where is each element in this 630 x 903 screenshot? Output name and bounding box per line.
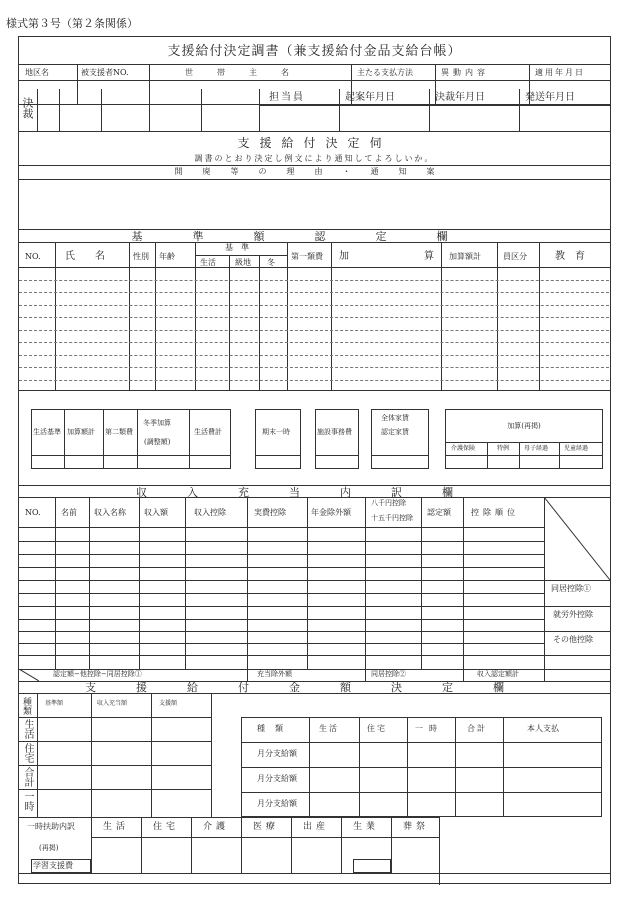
- apply-date-label: 適用年月日: [535, 68, 585, 77]
- inc-col-15sen-koujo: 十五千円控除: [371, 514, 413, 522]
- footer-doukyo-koujo-2: 同居控除②: [371, 670, 406, 678]
- summary-group-1: [31, 409, 231, 469]
- shurougai-koujo-label: 就労外控除: [553, 610, 593, 619]
- summary-shisetsu: [315, 409, 359, 469]
- col-age: 年齢: [159, 252, 175, 261]
- form-number: 様式第３号（第２条関係）: [6, 17, 138, 30]
- footer-juutou-jogai: 充当除外額: [257, 670, 292, 678]
- sum-seikatsuhi: 生活費計: [194, 428, 222, 436]
- ichiji-col-iryou: 医療: [253, 822, 280, 832]
- col-inkubun: 員区分: [503, 252, 527, 261]
- recipient-no-label: 被支援者NO.: [81, 68, 129, 77]
- ichiji-col-seikatsu: 生活: [103, 822, 130, 832]
- seigyou-gakushu-box: [353, 859, 391, 873]
- sum-jidou-keika: 児童経過: [564, 445, 589, 452]
- summary-kasan-saikei: [445, 409, 603, 469]
- sonota-koujo-label: その他控除: [553, 635, 593, 644]
- kessai-date-label: 決裁年月日: [435, 92, 485, 103]
- inc-col-koujo-juni: 控除順位: [471, 508, 519, 517]
- householder-name-label: 世帯主名: [185, 68, 313, 77]
- col-seikatsu: 生活: [200, 258, 216, 267]
- mon-col-honnin-shiharai: 本人支払: [527, 724, 559, 733]
- col-name: 氏名: [65, 251, 125, 262]
- reason-header: 開廃等の理由・通知案: [174, 167, 455, 176]
- pay-row-ichiji: 一時: [22, 791, 33, 811]
- payment-section-title: 支援給付金額決定欄: [85, 681, 544, 694]
- mon-col-ichiji: 一時: [415, 724, 443, 733]
- inc-col-namae: 名前: [61, 508, 77, 517]
- mon-row-3: 月分支給額: [257, 799, 297, 808]
- col-dai1rui: 第一類費: [291, 252, 323, 261]
- pay-row-juutaku: 住宅: [22, 743, 33, 763]
- income-section-title: 収入充当内訳欄: [136, 486, 493, 499]
- summary-kimatsu: [255, 409, 301, 469]
- sum-kasan-saikei-title: 加算(再掲): [507, 422, 541, 430]
- col-fuyu: 冬: [267, 258, 275, 267]
- ichiji-col-seigyou: 生業: [353, 822, 380, 832]
- decision-subtitle: 調書のとおり決定し例文により通知してよろしいか。: [194, 154, 435, 163]
- col-sex: 性別: [133, 252, 149, 261]
- inc-col-shunyu-meisho: 収入名称: [94, 508, 126, 517]
- decision-title: 支援給付決定伺: [237, 136, 392, 150]
- col-kasangaku: 加算額計: [449, 252, 481, 261]
- inc-col-shunyu-koujo: 収入控除: [194, 508, 226, 517]
- sum-dai2rui: 第二類費: [105, 428, 133, 436]
- sum-tokurei: 特例: [497, 445, 510, 452]
- col-no: NO.: [25, 252, 41, 261]
- kijun-section-title: 基準額認定欄: [131, 230, 498, 243]
- kian-date-label: 起案年月日: [345, 92, 395, 103]
- ichiji-col-sousai: 葬祭: [403, 822, 430, 832]
- sum-chouseigaku: (調整額): [144, 438, 171, 446]
- pay-col-kijungaku: 基準額: [45, 700, 64, 707]
- ichiji-saikei-label: (再掲): [39, 844, 59, 852]
- ichiji-fujo-label: 一時扶助内訳: [27, 822, 75, 831]
- mon-row-1: 月分支給額: [257, 749, 297, 758]
- diagonal-slash: [544, 497, 610, 580]
- payment-method-label: 主たる支払方法: [357, 68, 413, 77]
- kessai-label: 決裁: [21, 97, 34, 119]
- col-kyouiku: 教育: [555, 251, 595, 262]
- footer-slash: [19, 669, 39, 681]
- inc-col-8sen-koujo: 八千円控除: [371, 499, 406, 507]
- district-name-label: 地区名: [25, 68, 49, 77]
- col-san: 算: [424, 251, 434, 262]
- pay-col-shurui: 種類: [21, 697, 31, 715]
- sum-seikatsu-kijun: 生活基準: [33, 428, 61, 436]
- inc-col-nintei-gaku: 認定額: [427, 508, 451, 517]
- pay-row-goukei: 合計: [22, 767, 33, 787]
- sum-kaigo-hoken: 介護保険: [451, 445, 476, 452]
- sum-nintei-yachin: 認定家賃: [381, 428, 409, 436]
- form-title: 支援給付決定調書（兼支援給付金品支給台帳）: [167, 44, 462, 59]
- footer-nintei-minus: 認定額−他控除−同居控除①: [53, 670, 142, 678]
- col-kijun: 基準: [225, 243, 257, 252]
- sum-shisetsu-jimuhi: 施設事務費: [317, 428, 352, 436]
- sum-touki-kasan: 冬季加算: [143, 419, 171, 427]
- mon-col-shurui: 種類: [257, 724, 293, 733]
- inc-col-jippi-koujo: 実費控除: [254, 508, 286, 517]
- inc-col-nenkin-jogai: 年金除外額: [311, 508, 351, 517]
- hassou-date-label: 発送年月日: [525, 92, 575, 103]
- sum-kasangaku: 加算額計: [67, 428, 95, 436]
- sum-boshi-keika: 母子経過: [524, 445, 549, 452]
- doukyo-koujo-1-label: 同居控除①: [551, 584, 591, 593]
- mon-col-seikatsu: 生活: [319, 724, 339, 733]
- sum-kimatsu-ichiji: 期末一時: [262, 428, 290, 436]
- pay-col-shien-gaku: 支援額: [159, 700, 178, 707]
- ichiji-col-shussan: 出産: [303, 822, 330, 832]
- form-sheet: [18, 36, 611, 884]
- ichiji-col-juutaku: 住宅: [153, 822, 180, 832]
- gakushu-shienhi-label: 学習支援費: [33, 861, 73, 870]
- col-kyuchi: 級地: [235, 258, 251, 267]
- mon-col-goukei: 合計: [467, 724, 487, 733]
- inc-col-shunyu-gaku: 収入額: [144, 508, 168, 517]
- change-content-label: 異動内容: [441, 68, 489, 77]
- sum-zentai-yachin: 全体家賃: [381, 414, 409, 422]
- mon-row-2: 月分支給額: [257, 774, 297, 783]
- mon-col-juutaku: 住宅: [367, 724, 387, 733]
- tantou-label: 担当員: [269, 92, 305, 103]
- pay-row-seikatsu: 生活: [22, 719, 33, 739]
- ichiji-col-kaigo: 介護: [203, 822, 230, 832]
- inc-col-no: NO.: [25, 508, 41, 517]
- col-ka: 加: [339, 251, 349, 262]
- pay-col-shunyu-juutou: 収入充当額: [97, 700, 128, 707]
- footer-shunyu-nintei: 収入認定額計: [477, 670, 519, 678]
